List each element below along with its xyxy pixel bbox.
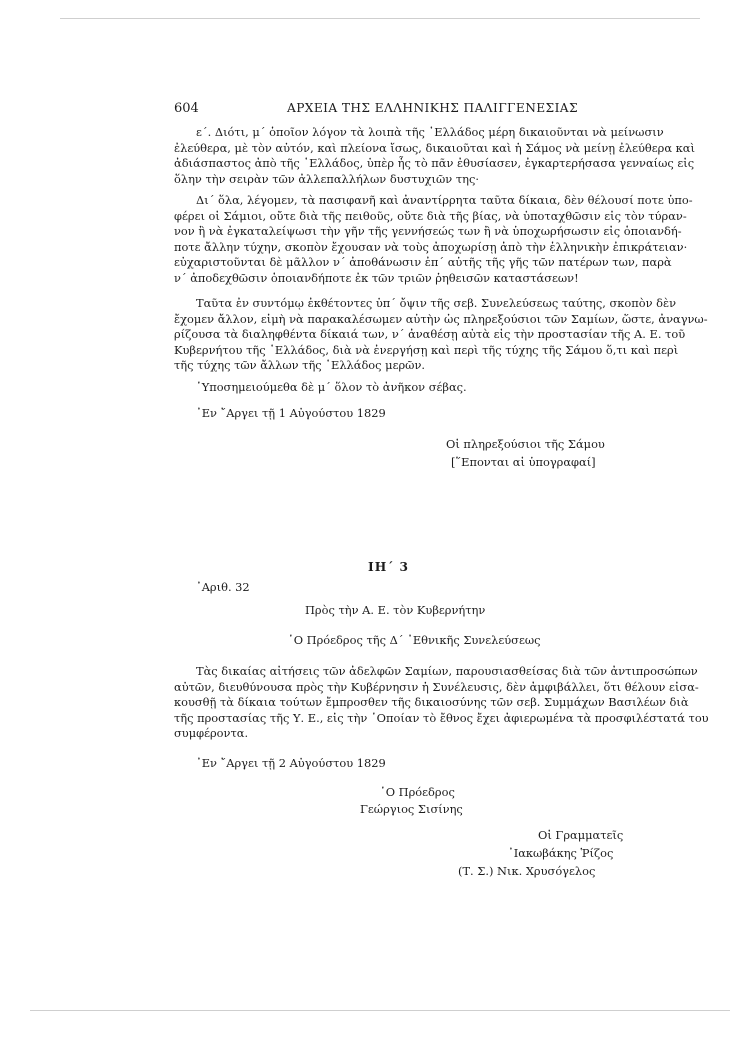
addressee: Πρὸς τὴν Α. Ε. τὸν Κυβερνήτην [305, 603, 486, 617]
secretary-1: ᾿Ιακωβάκης Ῥίζος [508, 846, 614, 860]
secretaries-title: Οἱ Γραμματεῖς [538, 828, 624, 842]
text-line: συμφέροντα. [174, 726, 249, 740]
text-line: τῆς προστασίας τῆς Υ. Ε., εἰς τὴν ῾Οποίαν τὸ ἔθνος ἔχει ἀφιερωμένα τὰ προσφιλέστατά του [174, 710, 709, 725]
text-line: τῆς τύχης τῶν ἄλλων τῆς ῾Ελλάδος μερῶν. [174, 358, 425, 372]
letter1-dateline: ᾿Εν ῎Αργει τῇ 1 Αὐγούστου 1829 [196, 406, 386, 420]
text-line: Τὰς δικαίας αἰτήσεις τῶν ἀδελφῶν Σαμίων, παρουσιασθείσας διὰ τῶν ἀντιπροσώπων [196, 664, 698, 678]
reference-number: ᾿Αριθ. 32 [196, 580, 250, 594]
text-line: ε΄. Διότι, μ΄ ὁποῖον λόγον τὰ λοιπὰ τῆς ῾Ελλάδος μέρη δικαιοῦνται νὰ μείνωσιν [196, 125, 664, 139]
text-line: αὐτῶν, διευθύνουσα πρὸς τὴν Κυβέρνησιν ἡ Συνέλευσις, δὲν ἀμφιβάλλει, ὅτι θέλουν εἰσα- [174, 679, 699, 694]
section-number: ΙΗ΄ 3 [368, 560, 410, 574]
secretary-2: (Τ. Σ.) Νικ. Χρυσόγελος [458, 864, 596, 878]
text-line: ἀδιάσπαστος ἀπὸ τῆς ῾Ελλάδος, ὑπὲρ ἧς τὸ πᾶν ἐθυσίασεν, ἐγκαρτερήσασα γενναίως εἰς [174, 156, 695, 170]
letter2-dateline: ᾿Εν ῎Αργει τῇ 2 Αὐγούστου 1829 [196, 756, 386, 770]
letter1-paragraph-1 [174, 125, 695, 187]
letter1-paragraph-3 [174, 296, 708, 374]
text-line: ἐλεύθερα, μὲ τὸν αὐτόν, καὶ πλείονα ἴσως, δικαιοῦται καὶ ἡ Σάμος νὰ μείνῃ ἐλεύθερα καὶ [174, 140, 695, 155]
sender: ῾Ο Πρόεδρος τῆς Δ΄ ᾿Εθνικῆς Συνελεύσεως [288, 633, 541, 647]
letter1-signature: Οἱ πληρεξούσιοι τῆς Σάμου [446, 437, 605, 451]
text-line: νον ἢ νὰ ἐγκαταλείψωσι τὴν γῆν τῆς γεννήσεώς των ἢ νὰ ὑποχωρήσωσιν εἰς ὁποιανδή- [174, 224, 682, 238]
text-line: ρίζουσα τὰ διαληφθέντα δίκαιά των, ν΄ ἀναθέσῃ αὐτὰ εἰς τὴν προστασίαν τῆς Α. Ε. τοῦ [174, 327, 686, 341]
letter1-signatures-note: [῞Επονται αἱ ὑπογραφαί] [451, 455, 596, 469]
page-number: 604 [174, 101, 199, 116]
text-line: ν΄ ἀποδεχθῶσιν ὁποιανδήποτε ἐκ τῶν τριῶν ῥηθεισῶν καταστάσεων! [174, 270, 579, 285]
scan-edge-bottom [30, 1010, 730, 1011]
text-line: φέρει οἱ Σάμιοι, οὔτε διὰ τῆς πειθοῦς, οὔτε διὰ τῆς βίας, νὰ ὑποταχθῶσιν εἰς τὸν τύραν- [174, 208, 687, 223]
president-title: ῾Ο Πρόεδρος [380, 785, 455, 799]
text-line: ὅλην τὴν σειρὰν τῶν ἀλλεπαλλήλων δυστυχιῶν της· [174, 171, 479, 186]
text-line: κουσθῇ τὰ δίκαια τούτων ἔμπροσθεν τῆς δικαιοσύνης τῶν σεβ. Συμμάχων Βασιλέων διὰ [174, 695, 689, 709]
scan-edge-top [60, 18, 700, 19]
president-name: Γεώργιος Σισίνης [360, 802, 463, 816]
running-title: ΑΡΧΕΙΑ ΤΗΣ ΕΛΛΗΝΙΚΗΣ ΠΑΛΙΓΓΕΝΕΣΙΑΣ [287, 101, 579, 115]
text-line: Κυβερνήτου τῆς ῾Ελλάδος, διὰ νὰ ἐνεργήσῃ καὶ περὶ τῆς τύχης τῆς Σάμου ὅ,τι καὶ περὶ [174, 342, 679, 357]
text-line: εὐχαριστοῦνται δὲ μᾶλλον ν΄ ἀποθάνωσιν ἐπ΄ αὐτῆς τῆς γῆς τῶν πατέρων των, παρὰ [174, 255, 672, 269]
text-line: ποτε ἄλλην τύχην, σκοπὸν ἔχουσαν νὰ τοὺς ἀποχωρίσῃ ἀπὸ τὴν ἑλληνικὴν ἐπικράτειαν· [174, 239, 688, 254]
text-line: ἔχομεν ἄλλον, εἰμὴ νὰ παρακαλέσωμεν αὐτὴν ὡς πληρεξούσιοι τῶν Σαμίων, ὥστε, ἀναγνω- [174, 311, 708, 326]
text-line: ῾Υποσημειούμεθα δὲ μ΄ ὅλον τὸ ἀνῆκον σέβας. [196, 380, 467, 394]
letter2-paragraph [174, 664, 709, 742]
letter1-paragraph-2 [174, 193, 693, 286]
text-line: Ταῦτα ἐν συντόμῳ ἐκθέτοντες ὑπ΄ ὄψιν τῆς σεβ. Συνελεύσεως ταύτης, σκοπὸν δὲν [196, 296, 677, 310]
letter1-paragraph-4 [174, 380, 606, 396]
text-line: Δι΄ ὅλα, λέγομεν, τὰ πασιφανῆ καὶ ἀναντίρρητα ταῦτα δίκαια, δὲν θέλουσί ποτε ὑπο- [196, 193, 693, 207]
